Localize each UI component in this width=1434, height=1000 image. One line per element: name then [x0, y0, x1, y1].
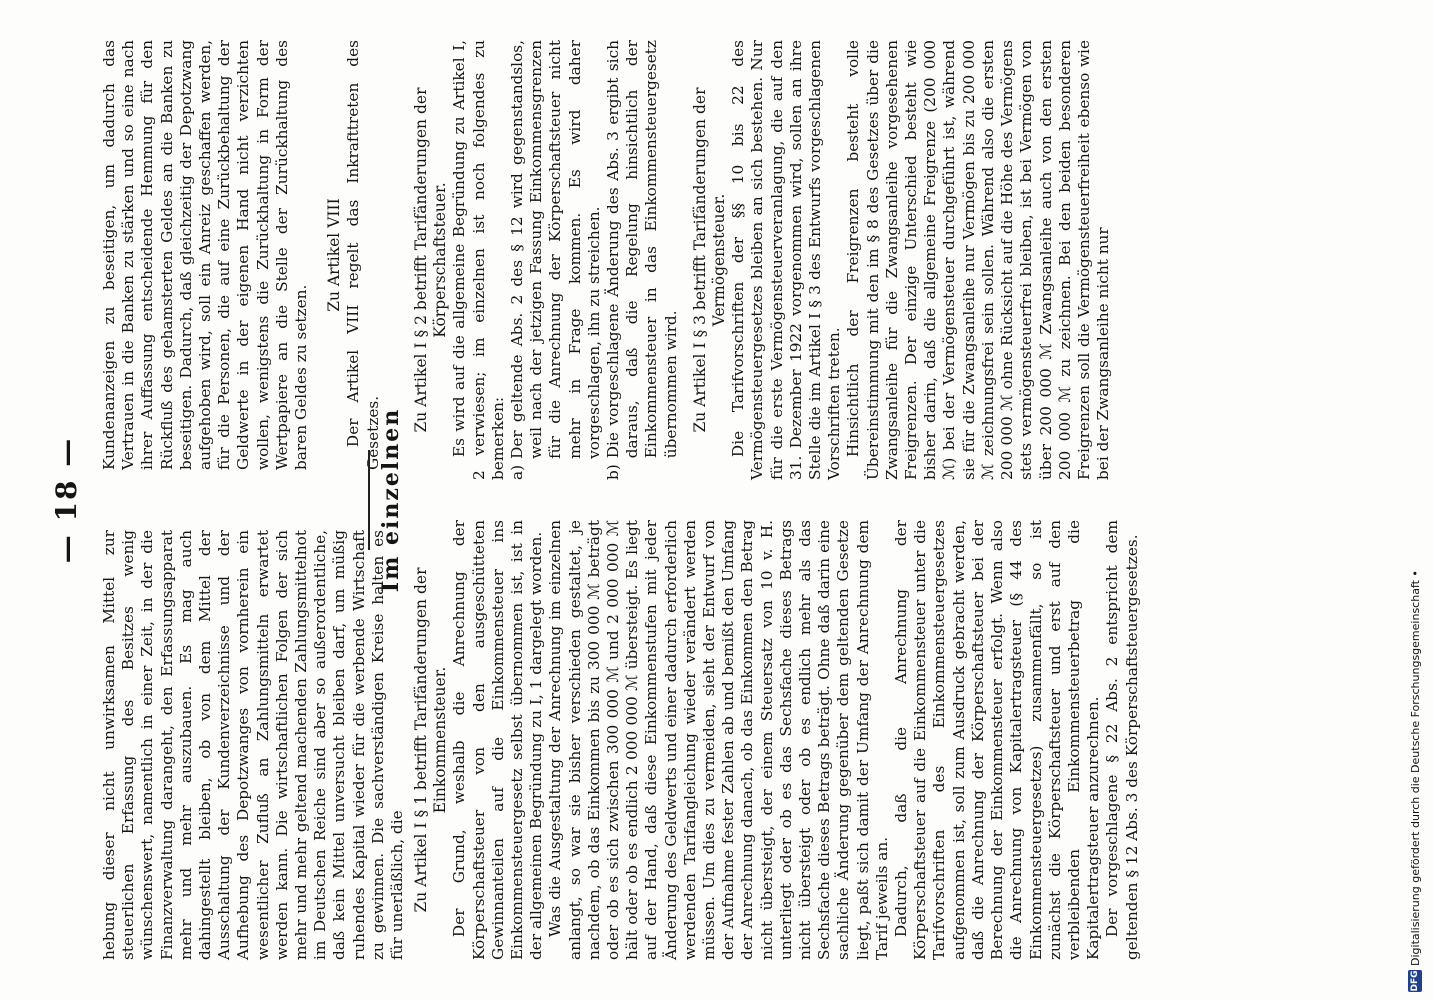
top-left-column — [100, 530, 407, 960]
amendment-list — [508, 40, 681, 480]
paragraph: Die Tarifvorschriften der §§ 10 bis 22 des Vermögensteuergesetzes bleiben an sich bestehen. Nur für die erste Vermögensteuerveranlagung, die auf den 31. Dezember 1922 vorgenommen wird, sollen an ihre Stelle die im Artikel I § 3 des Entwurfs vorgeschlagenen Vorschriften treten. — [729, 40, 844, 480]
lower-right-column — [412, 40, 1113, 480]
lower-left-column — [412, 520, 1142, 960]
article-i-3-heading: Zu Artikel I § 3 betrifft Tarifänderungen der Vermögensteuer. — [690, 87, 729, 433]
paragraph: Der Grund, weshalb die Anrechnung der Körperschaftsteuer von den ausgeschütteten Gewinnanteilen auf die Einkommensteuer ins Einkommensteuergesetz selbst übernommen ist, ist in der allgemeinen Begründung zu I, 1 dargelegt worden. — [450, 520, 546, 960]
list-item — [508, 40, 604, 480]
section-divider — [368, 450, 370, 550]
list-item — [604, 40, 681, 480]
article-i-2-heading: Zu Artikel I § 2 betrifft Tarifänderungen der Körperschaftsteuer. — [412, 87, 450, 433]
list-marker: a) — [508, 464, 527, 480]
paragraph: Der vorgeschlagene § 22 Abs. 2 entspricht dem geltenden § 12 Abs. 3 des Körperschaftsteuergesetzes. — [1103, 520, 1141, 960]
paragraph: hebung dieser nicht unwirksamen Mittel zur steuerlichen Erfassung des Besitzes wenig wünschenswert, namentlich in einer Zeit, in der die Finanzverwaltung darangeht, den Erfassungsapparat mehr und mehr auszubauen. Es mag auch dahingestellt bleiben, ob von dem Mittel der Ausschaltung der Kundenverzeichnisse und der Aufhebung des Depotzwanges von vornherein ein wesentlicher Zufluß an Zahlungsmitteln erwartet werden kann. Die wirtschaftlichen Folgen der sich mehr und mehr geltend machenden Zahlungsmittelnot im Deutschen Reiche sind aber so außerordentliche, daß kein Mittel unversucht bleiben darf, um müßig ruhendes Kapital wieder für die werbende Wirtschaft zu gewinnen. Die sachverständigen Kreise halten es für unerläßlich, die — [100, 530, 407, 960]
dfg-logo: DFG — [1410, 970, 1420, 992]
article-viii-heading: Zu Artikel VIII — [325, 198, 344, 312]
paragraph: Es wird auf die allgemeine Begründung zu Artikel I, 2 verwiesen; im einzelnen ist noch folgendes zu bemerken: — [450, 40, 507, 480]
list-marker: b) — [604, 464, 623, 480]
list-item-text: Die vorgeschlagene Änderung des Abs. 3 ergibt sich daraus, daß die Regelung hinsichtlich der Einkommensteuer in das Einkommensteuergesetz übernommen wird. — [604, 40, 680, 459]
list-item-text: Der geltende Abs. 2 des § 12 wird gegenstandslos, weil nach der jetzigen Fassung Einkommensgrenzen für die Anrechnung der Körperschaftsteuer nicht mehr in Frage kommen. Es wird daher vorgeschlagen, ihn zu streichen. — [508, 40, 603, 459]
digitization-footer — [1404, 12, 1426, 992]
top-right-column — [100, 40, 383, 470]
paragraph: Hinsichtlich der Freigrenzen besteht volle Übereinstimmung mit den im § 8 des Gesetzes über die Zwangsanleihe für die Zwangsanleihe vorgesehenen Freigrenzen. Der einzige Unterschied besteht wie bisher darin, daß die allgemeine Freigrenze (200 000 ℳ) bei der Vermögensteuer durchgeführt ist, während sie für die Zwangsanleihe nur Vermögen bis zu 200 000 ℳ zeichnungsfrei sein sollen. Während also die ersten 200 000 ℳ ohne Rücksicht auf die Höhe des Vermögens stets vermögensteuerfrei bleiben, ist bei Vermögen von über 200 000 ℳ Zwangsanleihe auch von den ersten 200 000 ℳ zu zeichnen. Bei den beiden besonderen Freigrenzen soll die Vermögensteuerfreiheit ebenso wie bei der Zwangsanleihe nicht nur — [844, 40, 1113, 480]
paragraph: Dadurch, daß die Anrechnung der Körperschaftsteuer auf die Einkommensteuer unter die Tarifvorschriften des Einkommensteuergesetzes aufgenommen ist, soll zum Ausdruck gebracht werden, daß die Anrechnung der Körperschaftsteuer bei der Berechnung der Einkommensteuer erfolgt. Wenn also die Anrechnung von Kapitalertragsteuer (§ 44 des Einkommensteuergesetzes) zusammenfällt, so ist zunächst die Körperschaftsteuer und erst auf den verbleibenden Einkommensteuerbetrag die Kapitalertragsteuer anzurechnen. — [892, 520, 1103, 960]
section-title: Im einzelnen — [378, 407, 404, 593]
article-i-1-heading: Zu Artikel I § 1 betrifft Tarifänderungen der Einkommensteuer. — [412, 567, 450, 913]
footer-text: Digitalisierung gefördert durch die Deutsche Forschungsgemeinschaft • — [1408, 570, 1422, 966]
article-viii-text: Der Artikel VIII regelt das Inkrafttreten des Gesetzes. — [344, 40, 382, 470]
paragraph: Was die Ausgestaltung der Anrechnung im einzelnen anlangt, so war sie bisher verschieden gestaltet, je nachdem, ob das Einkommen bis zu 300 000 ℳ beträgt oder ob es sich zwischen 300 000 ℳ und 2 000 000 ℳ hält oder ob es endlich 2 000 000 ℳ übersteigt. Es liegt auf der Hand, daß diese Einkommenstufen mit jeder Änderung des Geldwerts und einer dadurch erforderlich werdenden Tarifangleichung wieder verändert werden müssen. Um dies zu vermeiden, sieht der Entwurf von der Aufnahme fester Zahlen ab und bemißt den Umfang der Anrechnung danach, ob das Einkommen den Betrag nicht übersteigt, der einem Steuersatz von 10 v. H. unterliegt oder ob es das Sechsfache dieses Betrags nicht übersteigt oder ob es endlich mehr als das Sechsfache dieses Betrags beträgt. Ohne daß darin eine sachliche Änderung gegenüber dem geltenden Gesetze liegt, paßt sich damit der Umfang der Anrechnung dem Tarif jeweils an. — [546, 520, 891, 960]
paragraph: Kundenanzeigen zu beseitigen, um dadurch das Vertrauen in die Banken zu stärken und so eine nach ihrer Auffassung entscheidende Hemmung für den Rückfluß des gehamsterten Geldes an die Banken zu beseitigen. Dadurch, daß gleichzeitig der Depotzwang aufgehoben wird, soll ein Anreiz geschaffen werden, für die Personen, die auf eine Zurückbehaltung der Geldwerte in der eigenen Hand nicht verzichten wollen, wenigstens die Zurückhaltung in Form der Wertpapiere an die Stelle der Zurückhaltung des baren Geldes zu setzen. — [100, 40, 311, 470]
page-number: — 18 — — [50, 436, 83, 564]
